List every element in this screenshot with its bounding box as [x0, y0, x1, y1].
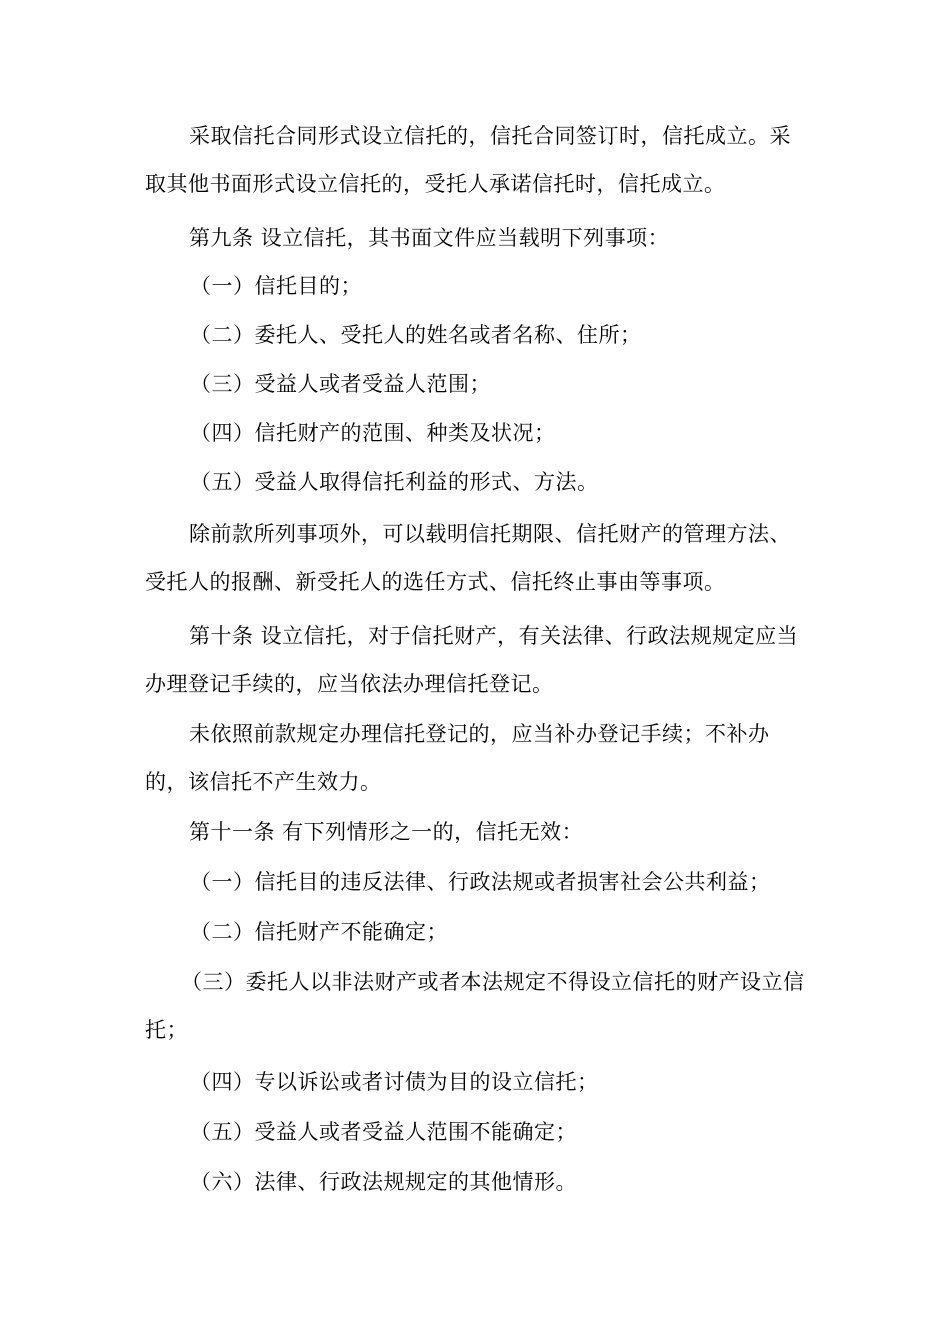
article-11-heading: 第十一条 有下列情形之一的，信托无效： [189, 820, 584, 844]
article-11-item-5: （五）受益人或者受益人范围不能确定； [190, 1120, 577, 1144]
article-9-item-1: （一）信托目的； [190, 274, 362, 298]
article-9-heading: 第九条 设立信托，其书面文件应当载明下列事项： [189, 226, 670, 250]
article-9-item-5: （五）受益人取得信托利益的形式、方法。 [190, 470, 599, 494]
article-11-item-3: （三）委托人以非法财产或者本法规定不得设立信托的财产设立信托； [145, 970, 805, 1042]
paragraph-trust-establishment: 采取信托合同形式设立信托的，信托合同签订时，信托成立。采取其他书面形式设立信托的，受托人承诺信托时，信托成立。 [145, 124, 791, 196]
article-11-item-4: （四）专以诉讼或者讨债为目的设立信托； [190, 1070, 599, 1094]
article-11-item-1: （一）信托目的违反法律、行政法规或者损害社会公共利益； [190, 870, 771, 894]
article-10-paragraph: 第十条 设立信托，对于信托财产，有关法律、行政法规规定应当办理登记手续的，应当依法办理信托登记。 [145, 624, 799, 696]
article-11-item-6: （六）法律、行政法规规定的其他情形。 [190, 1170, 577, 1194]
article-9-item-3: （三）受益人或者受益人范围； [190, 372, 491, 396]
paragraph-optional-items: 除前款所列事项外，可以载明信托期限、信托财产的管理方法、受托人的报酬、新受托人的选任方式、信托终止事由等事项。 [145, 522, 791, 594]
article-11-item-2: （二）信托财产不能确定； [190, 920, 448, 944]
article-9-item-4: （四）信托财产的范围、种类及状况； [190, 421, 556, 445]
article-9-item-2: （二）委托人、受托人的姓名或者名称、住所； [190, 323, 642, 347]
paragraph-registration: 未依照前款规定办理信托登记的，应当补办登记手续；不补办的，该信托不产生效力。 [145, 722, 770, 794]
